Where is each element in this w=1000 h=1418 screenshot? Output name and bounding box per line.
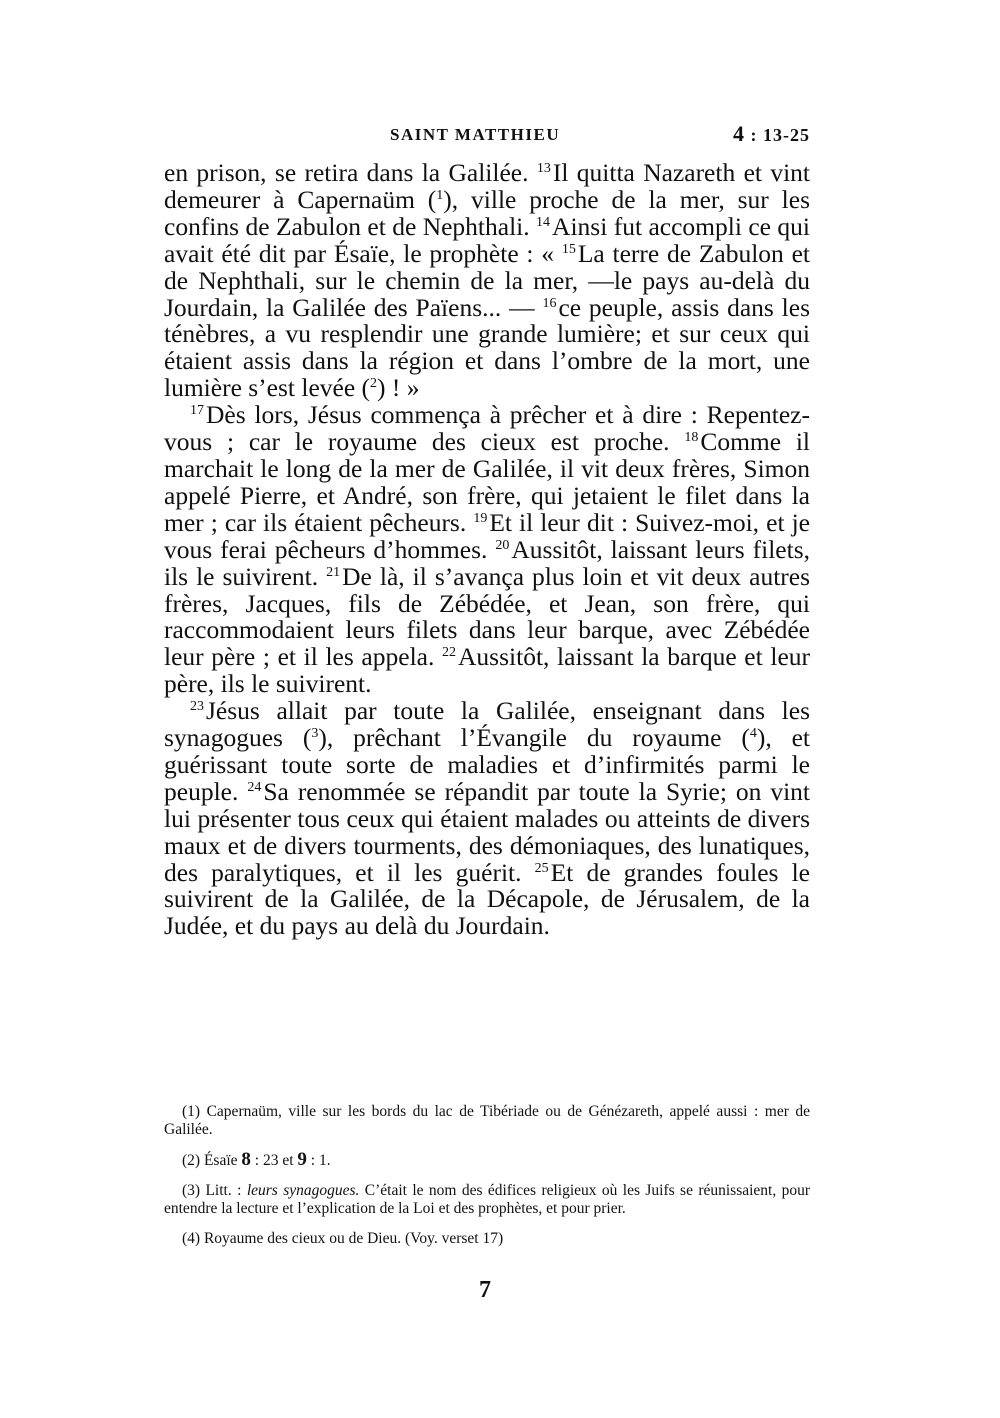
footnote-number: (2) [182, 1152, 201, 1169]
text-run: ce peuple, assis dans les ténèbres, a vu resplendir une grande lumière; et sur ceux qui étaient assis dans la région et dans l’ombre de la mort, une lumière s’est levée ( [164, 292, 810, 403]
text-run: Jésus allait par toute la Galilée, enseignant dans les synagogues ( [164, 696, 810, 753]
verse-number: 25 [534, 860, 549, 876]
running-head [164, 121, 810, 149]
page-number: 7 [479, 1277, 491, 1303]
footnote-4 [164, 1230, 810, 1248]
footnote-text: : 1. [310, 1152, 331, 1169]
text-run: Et de grandes foules le suivirent de la Galilée, de la Décapole, de Jérusalem, de la Judée, et du pays au delà du Jourdain. [164, 857, 811, 941]
text-run: Comme il marchait le long de la mer de Galilée, il vit deux frères, Simon appelé Pierre, et André, son frère, qui jetaient le filet dans la mer ; car ils étaient pêcheurs. [164, 427, 811, 537]
verse-number: 16 [542, 295, 557, 311]
verse-number: 13 [536, 161, 551, 176]
text-run: ), ville proche de la mer, sur les confins de Zabulon et de Nephthali. [164, 184, 810, 241]
text-run: Aussitôt, laissant leurs filets, ils le suivirent. [164, 534, 811, 591]
text-run: en prison, se retira dans la Galilée. [164, 158, 529, 187]
verse-number: 24 [247, 779, 262, 795]
text-run: Dès lors, Jésus commença à prêcher et à dire : Repentez-vous ; car le royaume des cieux est proche. [164, 400, 810, 457]
text-run: Sa renommée se répandit par toute la Syrie; on vint lui présenter tous ceux qui étaient malades ou atteints de divers maux et de divers tourments, des démoniaques, des lunatiques, des paralytiques, et il les guérit. [164, 776, 811, 887]
footnote-text: Capernaüm, ville sur les bords du lac de Tibériade ou de Génézareth, appelé aussi : mer de Galilée. [164, 1103, 810, 1138]
footnote-ref: 4 [749, 726, 757, 742]
footnote-2 [164, 1151, 810, 1170]
text-run: De là, il s’avança plus loin et vit deux autres frères, Jacques, fils de Zébédée, et Jean, son frère, qui raccommodaient leurs filets dans leur barque, avec Zébédée leur père ; et il les appela. [164, 561, 811, 672]
footnote-text: C’était le nom des édifices religieux où les Juifs se réunissaient, pour entendre la lecture et l’explication de la Loi et des prophètes, et pour prier. [164, 1182, 811, 1217]
text-run: ), prêchant l’Évangile du royaume ( [318, 723, 750, 753]
text-run: La terre de Zabulon et de Nephthali, sur le chemin de la mer, —le pays au-delà du Jourdain, la Galilée des Païens... — [164, 238, 810, 322]
verse-number: 20 [495, 537, 510, 553]
footnote-italic: leurs synagogues. [246, 1182, 360, 1199]
footnote-number: (1) [182, 1103, 201, 1120]
footnote-ref: 3 [311, 726, 319, 742]
book-title: SAINT MATTHIEU [390, 125, 561, 144]
verse-number: 15 [561, 241, 576, 257]
text-run: Ainsi fut accompli ce qui avait été dit par Ésaïe, le prophète : « [164, 211, 810, 268]
footnote-text: Ésaïe [203, 1152, 238, 1169]
footnotes [164, 1103, 810, 1260]
verse-range: 13-25 [763, 125, 810, 145]
footnote-ref: 2 [370, 376, 378, 392]
paragraph-3 [164, 698, 810, 940]
verse-number: 21 [326, 564, 341, 580]
chapter-number: 8 [241, 1149, 251, 1170]
chapter-number: 4 [733, 121, 745, 146]
chapter-verse-reference [733, 121, 810, 147]
footnote-number: (3) [182, 1182, 201, 1199]
main-text [164, 160, 810, 940]
verse-number: 14 [536, 214, 551, 230]
footnote-3 [164, 1182, 810, 1218]
verse-number: 22 [442, 645, 457, 661]
verse-number: 23 [190, 699, 204, 715]
footnote-1 [164, 1103, 810, 1139]
verse-number: 17 [190, 403, 204, 419]
verse-number: 19 [473, 510, 488, 526]
footnote-text: Litt. : [205, 1182, 242, 1199]
paragraph-2 [164, 402, 810, 698]
text-run: Il quitta Nazareth et vint demeurer à Capernaüm ( [164, 158, 810, 214]
verse-number: 18 [684, 430, 699, 446]
footnote-ref: 1 [436, 187, 444, 203]
footnote-text: : 23 et [254, 1152, 294, 1169]
text-run: Aussitôt, laissant la barque et leur père, ils le suivirent. [164, 642, 810, 699]
text-run: ), et guérissant toute sorte de maladies et d’infirmités parmi le peuple. [164, 723, 810, 806]
paragraph-1 [164, 160, 810, 402]
text-run: Et il leur dit : Suivez-moi, et je vous ferai pêcheurs d’hommes. [164, 507, 810, 564]
text-run: ) ! » [377, 373, 420, 403]
reference-separator: : [750, 125, 758, 145]
chapter-number: 9 [297, 1149, 307, 1170]
footnote-number: (4) [182, 1230, 201, 1247]
footnote-text: Royaume des cieux ou de Dieu. (Voy. verset 17) [203, 1230, 504, 1247]
